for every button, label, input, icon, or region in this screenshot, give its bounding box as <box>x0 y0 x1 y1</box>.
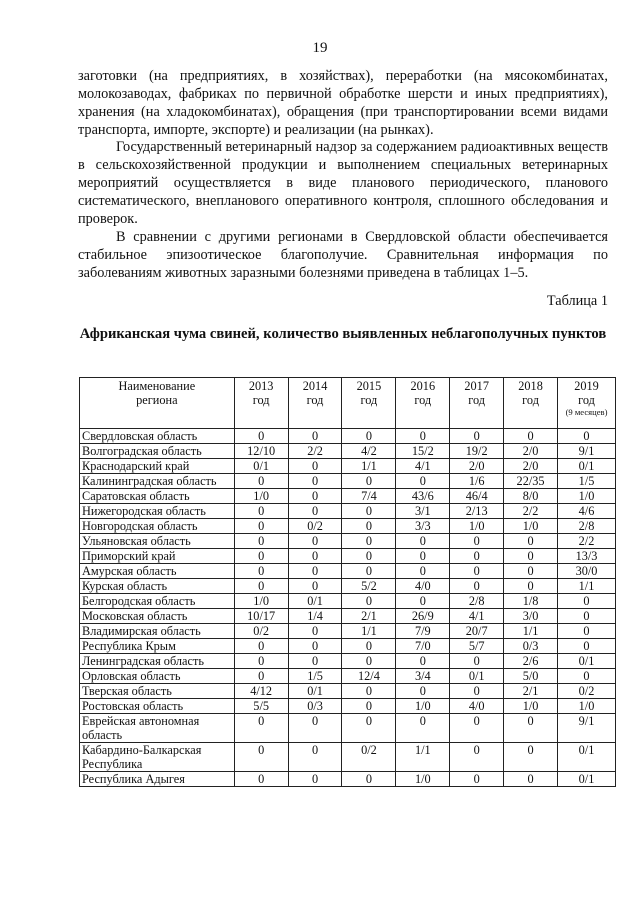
value-cell: 1/1 <box>342 459 396 474</box>
paragraph-1: заготовки (на предприятиях, в хозяйствах), переработки (на мясокомбинатах, молокозаводах, фабриках по первичной обработке шерсти и иных предприятиях), хранения (на хладокомбинатах), обращения (при транспортировании всеми видами транспорта, импорте, экспорте) и реализации (на рынках). <box>78 68 608 138</box>
table-row <box>80 534 616 549</box>
value-cell: 2/0 <box>450 459 504 474</box>
value-cell: 2/8 <box>558 519 616 534</box>
value-cell: 0 <box>504 429 558 444</box>
value-cell: 2/2 <box>558 534 616 549</box>
value-cell: 4/6 <box>558 504 616 519</box>
value-cell: 0 <box>450 684 504 699</box>
value-cell: 9/1 <box>558 714 616 743</box>
value-cell: 0 <box>558 609 616 624</box>
value-cell: 12/10 <box>234 444 288 459</box>
year-unit: год <box>360 393 378 407</box>
value-cell: 2/0 <box>504 444 558 459</box>
value-cell: 0 <box>396 474 450 489</box>
year-label: 2013 <box>248 379 274 393</box>
value-cell: 20/7 <box>450 624 504 639</box>
value-cell: 0 <box>450 714 504 743</box>
value-cell: 0 <box>288 564 342 579</box>
value-cell: 0/1 <box>288 684 342 699</box>
region-cell: Владимирская область <box>80 624 235 639</box>
value-cell: 0 <box>234 429 288 444</box>
region-header-line: региона <box>136 393 178 407</box>
region-cell: Ульяновская область <box>80 534 235 549</box>
table-row <box>80 549 616 564</box>
value-cell: 7/4 <box>342 489 396 504</box>
value-cell: 0/1 <box>558 772 616 787</box>
table-header-row <box>80 378 616 429</box>
value-cell: 0 <box>504 564 558 579</box>
value-cell: 1/0 <box>504 519 558 534</box>
value-cell: 26/9 <box>396 609 450 624</box>
value-cell: 0 <box>504 549 558 564</box>
year-header-2018 <box>504 378 558 429</box>
value-cell: 0 <box>396 564 450 579</box>
value-cell: 3/0 <box>504 609 558 624</box>
region-cell: Свердловская область <box>80 429 235 444</box>
value-cell: 0/1 <box>558 743 616 772</box>
table-row <box>80 624 616 639</box>
value-cell: 0 <box>396 549 450 564</box>
region-cell: Нижегородская область <box>80 504 235 519</box>
value-cell: 0 <box>288 489 342 504</box>
value-cell: 0/3 <box>504 639 558 654</box>
year-label: 2018 <box>518 379 543 393</box>
table-row <box>80 579 616 594</box>
year-label: 2015 <box>356 379 382 393</box>
value-cell: 0 <box>288 534 342 549</box>
value-cell: 0 <box>396 534 450 549</box>
table-row <box>80 519 616 534</box>
table-row <box>80 699 616 714</box>
value-cell: 0 <box>342 549 396 564</box>
table-row <box>80 639 616 654</box>
value-cell: 19/2 <box>450 444 504 459</box>
table-row <box>80 474 616 489</box>
table-row <box>80 429 616 444</box>
value-cell: 0 <box>288 459 342 474</box>
value-cell: 2/8 <box>450 594 504 609</box>
table-caption: Таблица 1 <box>546 293 608 309</box>
value-cell: 0 <box>234 549 288 564</box>
region-cell: Новгородская область <box>80 519 235 534</box>
value-cell: 1/5 <box>558 474 616 489</box>
value-cell: 0 <box>450 549 504 564</box>
value-cell: 0 <box>234 772 288 787</box>
value-cell: 4/0 <box>450 699 504 714</box>
year-unit: год <box>414 393 432 407</box>
value-cell: 0 <box>504 772 558 787</box>
year-unit: год <box>578 393 595 407</box>
value-cell: 0 <box>288 714 342 743</box>
value-cell: 0 <box>342 429 396 444</box>
region-cell: Московская область <box>80 609 235 624</box>
value-cell: 1/0 <box>396 699 450 714</box>
region-cell: Еврейская автономная область <box>80 714 235 743</box>
value-cell: 0/1 <box>288 594 342 609</box>
value-cell: 2/6 <box>504 654 558 669</box>
value-cell: 0/1 <box>558 459 616 474</box>
table-row <box>80 489 616 504</box>
value-cell: 0/1 <box>234 459 288 474</box>
value-cell: 8/0 <box>504 489 558 504</box>
value-cell: 0 <box>234 639 288 654</box>
region-cell: Тверская область <box>80 684 235 699</box>
table-row <box>80 459 616 474</box>
value-cell: 0 <box>450 534 504 549</box>
paragraph-3: В сравнении с другими регионами в Свердловской области обеспечивается стабильное эпизоотическое благополучие. Сравнительная информация по заболеваниям животных заразными болезнями приведена в таблицах 1–5. <box>78 229 608 281</box>
year-header-2017 <box>450 378 504 429</box>
region-header-line: Наименование <box>118 379 196 393</box>
region-cell: Саратовская область <box>80 489 235 504</box>
value-cell: 0 <box>558 429 616 444</box>
value-cell: 0 <box>234 743 288 772</box>
table-title: Африканская чума свиней, количество выявленных неблагополучных пунктов <box>79 326 607 342</box>
value-cell: 0 <box>288 474 342 489</box>
value-cell: 43/6 <box>396 489 450 504</box>
value-cell: 0 <box>342 684 396 699</box>
year-header-2013 <box>234 378 288 429</box>
value-cell: 0 <box>342 699 396 714</box>
table-row <box>80 669 616 684</box>
table-row <box>80 772 616 787</box>
value-cell: 4/12 <box>234 684 288 699</box>
region-cell: Амурская область <box>80 564 235 579</box>
value-cell: 5/5 <box>234 699 288 714</box>
year-unit: год <box>522 393 539 407</box>
value-cell: 2/13 <box>450 504 504 519</box>
value-cell: 13/3 <box>558 549 616 564</box>
value-cell: 0 <box>288 579 342 594</box>
value-cell: 0 <box>396 429 450 444</box>
year-unit: год <box>306 393 324 407</box>
value-cell: 2/2 <box>504 504 558 519</box>
value-cell: 0 <box>234 714 288 743</box>
value-cell: 9/1 <box>558 444 616 459</box>
value-cell: 0 <box>234 564 288 579</box>
value-cell: 0 <box>288 504 342 519</box>
value-cell: 5/7 <box>450 639 504 654</box>
value-cell: 1/4 <box>288 609 342 624</box>
value-cell: 1/0 <box>504 699 558 714</box>
value-cell: 0 <box>342 564 396 579</box>
year-header-2016 <box>396 378 450 429</box>
value-cell: 15/2 <box>396 444 450 459</box>
value-cell: 0 <box>504 534 558 549</box>
value-cell: 4/1 <box>450 609 504 624</box>
table-row <box>80 684 616 699</box>
value-cell: 0 <box>234 579 288 594</box>
value-cell: 1/1 <box>342 624 396 639</box>
value-cell: 1/8 <box>504 594 558 609</box>
value-cell: 0 <box>234 519 288 534</box>
region-cell: Республика Адыгея <box>80 772 235 787</box>
year-header-2019 <box>558 378 616 429</box>
value-cell: 0 <box>558 639 616 654</box>
table-row <box>80 504 616 519</box>
year-unit: год <box>468 393 486 407</box>
value-cell: 1/1 <box>396 743 450 772</box>
value-cell: 1/6 <box>450 474 504 489</box>
region-cell: Белгородская область <box>80 594 235 609</box>
value-cell: 0 <box>396 654 450 669</box>
value-cell: 4/1 <box>396 459 450 474</box>
value-cell: 0 <box>504 743 558 772</box>
value-cell: 7/9 <box>396 624 450 639</box>
value-cell: 0 <box>504 579 558 594</box>
table-row <box>80 654 616 669</box>
value-cell: 0 <box>234 474 288 489</box>
region-cell: Кабардино-Балкарская Республика <box>80 743 235 772</box>
value-cell: 1/0 <box>558 699 616 714</box>
value-cell: 0 <box>558 594 616 609</box>
value-cell: 0 <box>450 654 504 669</box>
value-cell: 0 <box>288 549 342 564</box>
value-cell: 0 <box>342 519 396 534</box>
year-label: 2014 <box>302 379 328 393</box>
value-cell: 0 <box>234 654 288 669</box>
year-header-2015 <box>342 378 396 429</box>
asf-outbreaks-table <box>79 377 616 787</box>
value-cell: 7/0 <box>396 639 450 654</box>
region-header <box>80 378 235 429</box>
region-cell: Волгоградская область <box>80 444 235 459</box>
table-row <box>80 743 616 772</box>
year-note: (9 месяцев) <box>565 407 608 417</box>
region-cell: Орловская область <box>80 669 235 684</box>
value-cell: 4/0 <box>396 579 450 594</box>
value-cell: 22/35 <box>504 474 558 489</box>
region-cell: Калининградская область <box>80 474 235 489</box>
value-cell: 0 <box>288 743 342 772</box>
value-cell: 1/5 <box>288 669 342 684</box>
value-cell: 0 <box>396 714 450 743</box>
year-header-2014 <box>288 378 342 429</box>
region-cell: Краснодарский край <box>80 459 235 474</box>
value-cell: 5/2 <box>342 579 396 594</box>
value-cell: 0 <box>288 772 342 787</box>
value-cell: 0 <box>342 474 396 489</box>
value-cell: 0 <box>396 594 450 609</box>
region-cell: Курская область <box>80 579 235 594</box>
value-cell: 1/0 <box>234 594 288 609</box>
value-cell: 30/0 <box>558 564 616 579</box>
value-cell: 0/2 <box>558 684 616 699</box>
value-cell: 2/1 <box>342 609 396 624</box>
value-cell: 0/1 <box>450 669 504 684</box>
value-cell: 0 <box>450 429 504 444</box>
value-cell: 0 <box>450 743 504 772</box>
value-cell: 0/2 <box>234 624 288 639</box>
value-cell: 3/4 <box>396 669 450 684</box>
value-cell: 0 <box>558 669 616 684</box>
value-cell: 0 <box>288 639 342 654</box>
table-row <box>80 609 616 624</box>
value-cell: 0/2 <box>288 519 342 534</box>
value-cell: 0 <box>342 534 396 549</box>
table-row <box>80 714 616 743</box>
value-cell: 1/0 <box>558 489 616 504</box>
value-cell: 0 <box>342 654 396 669</box>
value-cell: 2/2 <box>288 444 342 459</box>
value-cell: 0 <box>288 624 342 639</box>
value-cell: 0 <box>234 669 288 684</box>
value-cell: 0 <box>558 624 616 639</box>
value-cell: 0 <box>342 504 396 519</box>
value-cell: 0 <box>396 684 450 699</box>
value-cell: 46/4 <box>450 489 504 504</box>
value-cell: 1/1 <box>504 624 558 639</box>
value-cell: 1/0 <box>234 489 288 504</box>
page-number: 19 <box>312 40 328 56</box>
value-cell: 0/3 <box>288 699 342 714</box>
value-cell: 0/1 <box>558 654 616 669</box>
value-cell: 0 <box>288 429 342 444</box>
table-row <box>80 594 616 609</box>
value-cell: 0 <box>342 594 396 609</box>
value-cell: 0 <box>342 639 396 654</box>
region-cell: Ростовская область <box>80 699 235 714</box>
value-cell: 0 <box>450 564 504 579</box>
value-cell: 0 <box>234 534 288 549</box>
value-cell: 0 <box>342 714 396 743</box>
region-cell: Приморский край <box>80 549 235 564</box>
value-cell: 4/2 <box>342 444 396 459</box>
value-cell: 0/2 <box>342 743 396 772</box>
table-body <box>80 429 616 787</box>
table-row <box>80 444 616 459</box>
value-cell: 0 <box>342 772 396 787</box>
value-cell: 12/4 <box>342 669 396 684</box>
value-cell: 10/17 <box>234 609 288 624</box>
value-cell: 0 <box>288 654 342 669</box>
value-cell: 3/1 <box>396 504 450 519</box>
value-cell: 1/0 <box>396 772 450 787</box>
region-cell: Ленинградская область <box>80 654 235 669</box>
table-row <box>80 564 616 579</box>
value-cell: 0 <box>450 772 504 787</box>
value-cell: 5/0 <box>504 669 558 684</box>
value-cell: 2/0 <box>504 459 558 474</box>
region-cell: Республика Крым <box>80 639 235 654</box>
year-unit: год <box>252 393 270 407</box>
year-label: 2017 <box>464 379 489 393</box>
value-cell: 2/1 <box>504 684 558 699</box>
value-cell: 0 <box>504 714 558 743</box>
value-cell: 1/0 <box>450 519 504 534</box>
value-cell: 3/3 <box>396 519 450 534</box>
paragraph-2: Государственный ветеринарный надзор за содержанием радиоактивных веществ в сельскохозяйственной продукции и выполнением специальных ветеринарных мероприятий осуществляется в виде планового периодического, планового систематического, внепланового оперативного контроля, сплошного обследования и проверок. <box>78 139 608 227</box>
year-label: 2016 <box>410 379 436 393</box>
year-label: 2019 <box>574 379 599 393</box>
value-cell: 0 <box>450 579 504 594</box>
value-cell: 0 <box>234 504 288 519</box>
value-cell: 1/1 <box>558 579 616 594</box>
